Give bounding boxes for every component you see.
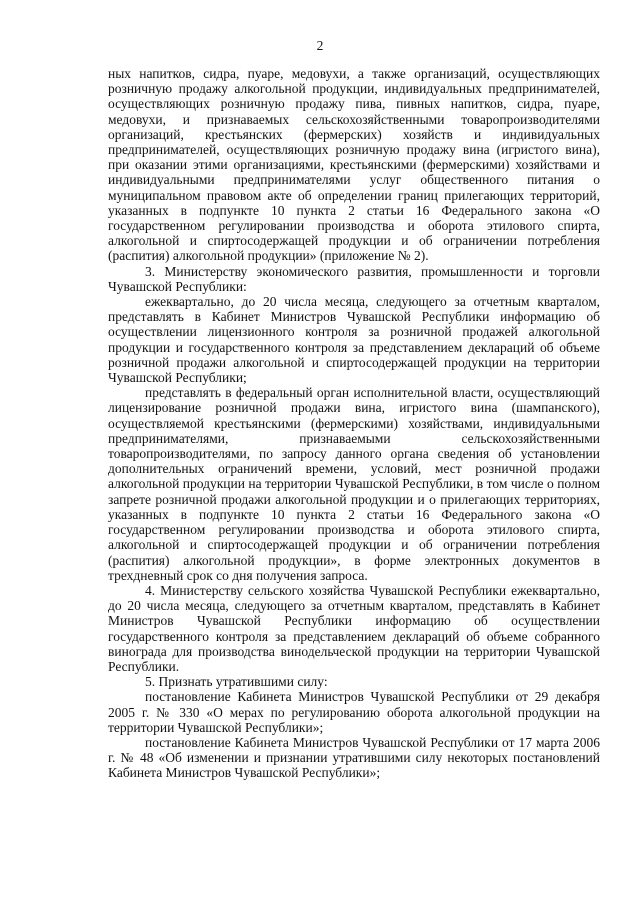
- paragraph-repeal-330: постановление Кабинета Министров Чувашской Республики от 29 декабря 2005 г. № 330 «О мерах по регулированию оборота алкогольной продукции на территории Чувашской Республики»;: [108, 689, 600, 735]
- paragraph-item-3-federal: представлять в федеральный орган исполнительной власти, осуществляющий лицензирование розничной продажи вина, игристого вина (шампанского), осуществляемой крестьянскими (фермерскими) хозяйствами, индивидуальными предпринимателями, признаваемыми сельскохозяйственными товаропроизводителями, по запросу данного органа сведения об установлении дополнительных ограничений времени, условий, мест розничной продажи алкогольной продукции на территории Чувашской Республики, в том числе о полном запрете розничной продажи алкогольной продукции и о прилегающих территориях, указанных в подпункте 10 пункта 2 статьи 16 Федерального закона «О государственном регулировании производства и оборота этилового спирта, алкогольной и спиртосодержащей продукции и об ограничении потребления (распития) алкогольной продукции», в форме электронных документов в трехдневный срок со дня получения запроса.: [108, 385, 600, 583]
- document-body: [108, 66, 600, 781]
- page-number: 2: [316, 38, 324, 53]
- paragraph-item-5: 5. Признать утратившими силу:: [145, 674, 328, 690]
- paragraph-item-4: 4. Министерству сельского хозяйства Чувашской Республики ежеквартально, до 20 числа месяца, следующего за отчетным кварталом, представлять в Кабинет Министров Чувашской Республики информацию об осуществлении государственного контроля за представлением деклараций об объеме собранного винограда для производства винодельческой продукции на территории Чувашской Республики.: [108, 582, 600, 674]
- paragraph-item-3: 3. Министерству экономического развития, промышленности и торговли Чувашской Республики:: [108, 263, 600, 294]
- paragraph-repeal-48: постановление Кабинета Министров Чувашской Республики от 17 марта 2006 г. № 48 «Об изменении и признании утратившими силу некоторых постановлений Кабинета Министров Чувашской Республики»;: [108, 734, 600, 781]
- paragraph-item-3-quarterly: ежеквартально, до 20 числа месяца, следующего за отчетным кварталом, представлять в Кабинет Министров Чувашской Республики информацию об осуществлении лицензионного контроля за розничной продажей алкогольной продукции и государственного контроля за представлением деклараций об объеме розничной продажи алкогольной и спиртосодержащей продукции на территории Чувашской Республики;: [108, 294, 600, 386]
- paragraph-continuation: ных напитков, сидра, пуаре, медовухи, а также организаций, осуществляющих розничную продажу алкогольной продукции, индивидуальных предпринимателей, осуществляющих розничную продажу пива, пивных напитков, сидра, пуаре, медовухи, и признаваемых сельскохозяйственными товаропроизводителями организаций, крестьянских (фермерских) хозяйств и индивидуальных предпринимателей, осуществляющих розничную продажу вина (игристого вина), при оказании этими организациями, крестьянскими (фермерскими) хозяйствами и индивидуальными предпринимателями услуг общественного питания о муниципальном правовом акте об определении границ прилегающих территорий, указанных в подпункте 10 пункта 2 статьи 16 Федерального закона «О государственном регулировании производства и оборота этилового спирта, алкогольной и спиртосодержащей продукции и об ограничении потребления (распития) алкогольной продукции» (приложение № 2).: [108, 66, 600, 264]
